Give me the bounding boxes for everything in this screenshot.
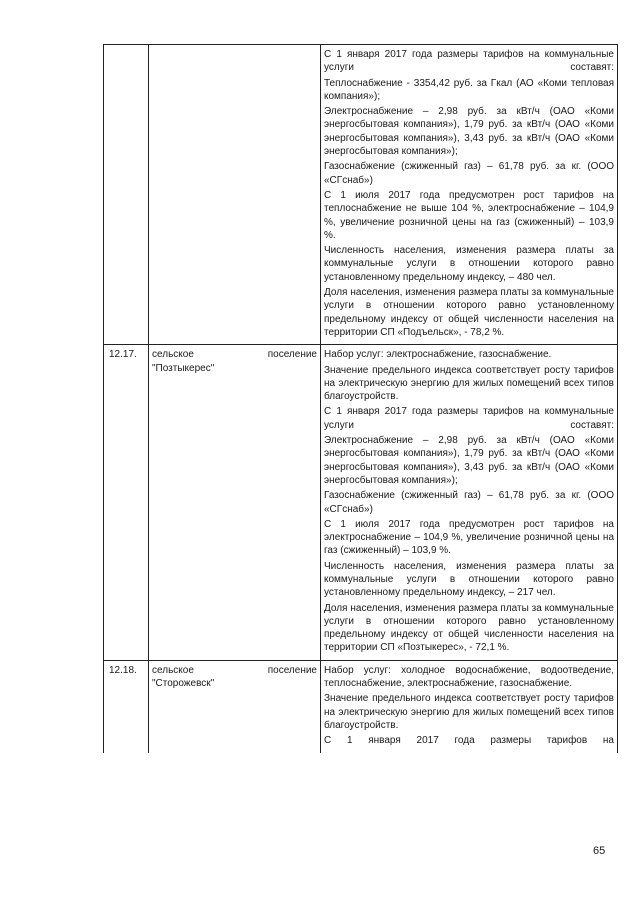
paragraph: Газоснабжение (сжиженный газ) – 61,78 руб. за кг. (ООО «СГснаб») [324,161,614,186]
tariff-description-cell [321,660,618,752]
paragraph: Набор услуг: холодное водоснабжение, водоотведение, теплоснабжение, электроснабжение, газоснабжение. [324,664,614,690]
paragraph: С 1 января 2017 года размеры тарифов на коммунальные услуги составят: [324,49,614,74]
table-row [104,660,618,752]
settlement-word: поселение [267,664,317,676]
settlement-name-cell [149,45,321,345]
settlement-name-cell [149,345,321,661]
paragraph: С 1 июля 2017 года предусмотрен рост тарифов на электроснабжение – 104,9 %, увеличение розничной цены на газ (сжиженный) – 103,9 %. [324,518,614,557]
row-number: 12.17. [104,345,149,661]
settlement-name: "Сторожевск" [152,678,215,690]
paragraph: Электроснабжение – 2,98 руб. за кВт/ч (ОАО «Коми энергосбытовая компания»), 1,79 руб. за кВт/ч (ОАО «Коми энергосбытовая компания»), 3,43 руб. за кВт/ч (ОАО «Коми энергосбытовая компания»); [324,106,614,158]
paragraph: Теплоснабжение - 3354,42 руб. за Гкал (АО «Коми тепловая компания»); [324,77,614,102]
paragraph: Доля населения, изменения размера платы за коммунальные услуги в отношении которого равно установленному предельному индексу от общей численности населения на территории СП «Позтыкерес», - 72,1 %. [324,602,614,654]
paragraph: Численность населения, изменения размера платы за коммунальные услуги в отношении которого равно установленному предельному индексу, – 480 чел. [324,245,614,283]
settlement-name: "Позтыкерес" [152,362,215,374]
settlement-word: поселение [267,349,317,361]
settlement-name-cell [149,660,321,752]
paragraph: С 1 января 2017 года размеры тарифов на коммунальные услуги составят: [324,406,614,431]
paragraph: Газоснабжение (сжиженный газ) – 61,78 руб. за кг. (ООО «СГснаб») [324,490,614,515]
tariff-table [103,44,618,753]
tariff-description-cell [321,345,618,661]
row-number [104,45,149,345]
paragraph: С 1 января 2017 года размеры тарифов на [324,735,614,747]
paragraph: Набор услуг: электроснабжение, газоснабжение. [324,349,552,361]
row-number: 12.18. [104,660,149,752]
table-row [104,45,618,345]
paragraph: Доля населения, изменения размера платы за коммунальные услуги в отношении которого равно установленному предельному индексу от общей численности населения на территории СП «Подъельск», - 78,2 %. [324,287,614,338]
paragraph: Значение предельного индекса соответствует росту тарифов на электрическую энергию для жилых помещений всех типов благоустройств. [324,693,614,731]
paragraph: Значение предельного индекса соответствует росту тарифов на электрическую энергию для жилых помещений всех типов благоустройств. [324,364,614,403]
settlement-type: сельское [152,349,194,361]
page-number: 65 [593,845,606,857]
paragraph: Численность населения, изменения размера платы за коммунальные услуги в отношении которого равно установленному предельному индексу, – 217 чел. [324,560,614,599]
tariff-description-cell [321,45,618,345]
settlement-type: сельское [152,664,194,676]
table-row [104,345,618,661]
paragraph: Электроснабжение – 2,98 руб. за кВт/ч (ОАО «Коми энергосбытовая компания»), 1,79 руб. за кВт/ч (ОАО «Коми энергосбытовая компания»), 3,43 руб. за кВт/ч (ОАО «Коми энергосбытовая компания»); [324,435,614,486]
paragraph: С 1 июля 2017 года предусмотрен рост тарифов на теплоснабжение не выше 104 %, электроснабжение – 104,9 %, увеличение розничной цены на газ (сжиженный) – 103,9 %. [324,189,614,241]
